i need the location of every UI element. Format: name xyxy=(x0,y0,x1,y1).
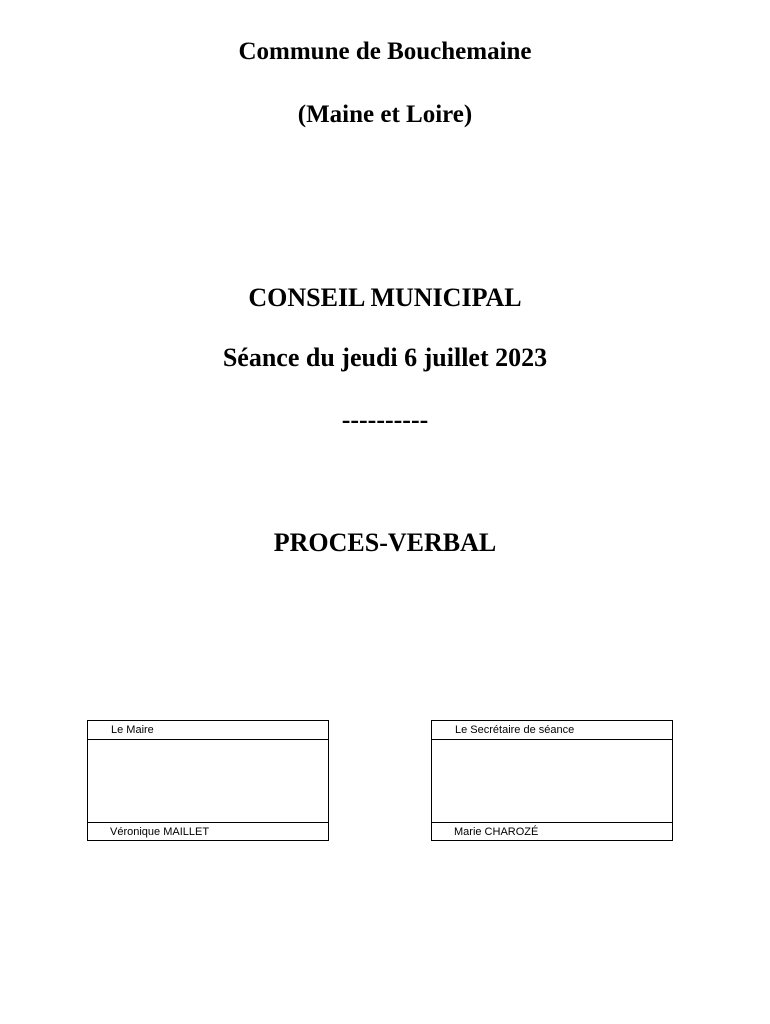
session-date: Séance du jeudi 6 juillet 2023 xyxy=(222,343,548,372)
council-title: CONSEIL MUNICIPAL xyxy=(248,283,522,312)
mayor-signature-box xyxy=(87,720,329,841)
separator-line: ---------- xyxy=(341,405,429,434)
document-type: PROCES-VERBAL xyxy=(273,528,497,557)
secretary-name: Marie CHAROZÉ xyxy=(454,826,539,838)
mayor-name: Véronique MAILLET xyxy=(110,826,210,838)
mayor-role-label: Le Maire xyxy=(88,721,328,740)
secretary-signature-area xyxy=(432,740,672,823)
mayor-signature-area xyxy=(88,740,328,823)
secretary-role-label: Le Secrétaire de séance xyxy=(432,721,672,740)
commune-name: Commune de Bouchemaine xyxy=(238,38,532,65)
secretary-signature-box xyxy=(431,720,673,841)
departement-name: (Maine et Loire) xyxy=(297,101,473,128)
